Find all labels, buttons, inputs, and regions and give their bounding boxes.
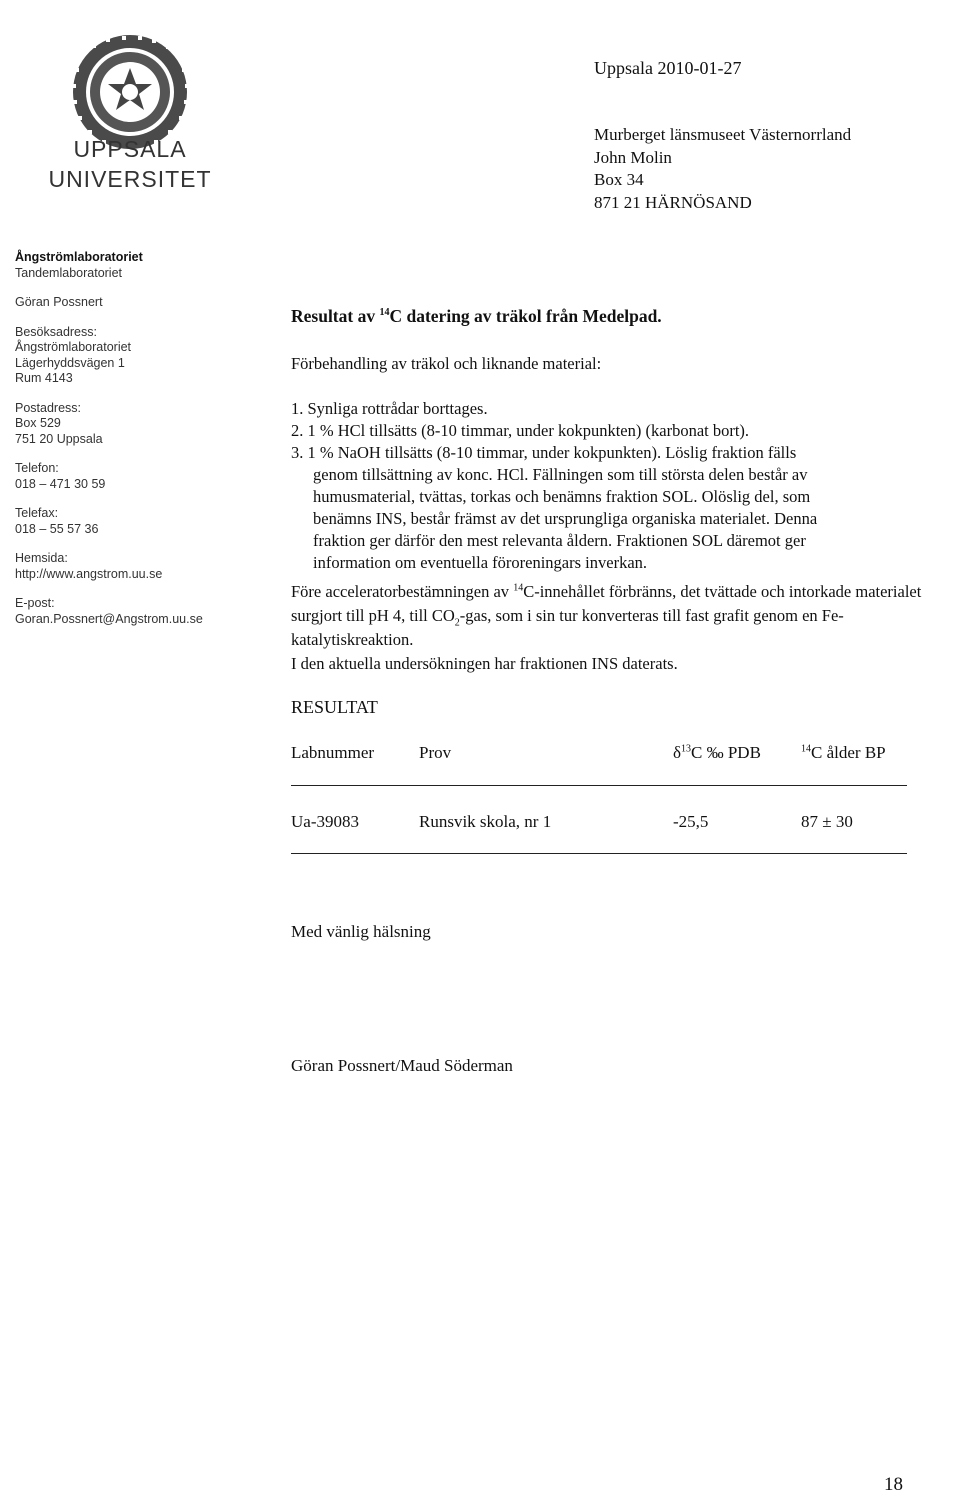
visit-line: Lägerhyddsvägen 1 — [15, 355, 125, 370]
visit-label: Besöksadress: — [15, 324, 97, 339]
col-header-prov: Prov — [419, 743, 452, 762]
title-part: Resultat av — [291, 306, 380, 326]
para-part: -gas, som i sin tur konverteras till fast grafit genom en Fe-katalytiskreaktion. — [291, 606, 844, 649]
web-label: Hemsida: — [15, 551, 68, 565]
age-unit: C ålder BP — [811, 743, 886, 762]
cell-prov: Runsvik skola, nr 1 — [419, 812, 552, 831]
cell-delta13c: -25,5 — [673, 812, 709, 831]
title-part: C datering av träkol från Medelpad. — [389, 306, 662, 326]
logo-wordmark-line1: UPPSALA — [73, 136, 187, 162]
letter-date: Uppsala 2010-01-27 — [594, 58, 742, 78]
page-title — [291, 306, 662, 327]
para-superscript: 14 — [513, 582, 524, 594]
step-1: 1. Synliga rottrådar borttages. — [291, 399, 488, 418]
recipient-line: 871 21 HÄRNÖSAND — [594, 192, 752, 212]
web-link[interactable]: http://www.angstrom.uu.se — [15, 566, 163, 581]
phone-label: Telefon: — [15, 461, 59, 475]
step-3-line: genom tillsättning av konc. HCl. Fällningen som till största delen består av — [313, 465, 808, 484]
logo-wordmark-line2: UNIVERSITET — [48, 166, 212, 192]
delta-unit: C ‰ PDB — [691, 743, 761, 762]
sublab-name: Tandemlaboratoriet — [15, 265, 123, 280]
recipient-address — [594, 124, 851, 214]
step-3-continuation — [313, 464, 933, 574]
col-header-labnummer: Labnummer — [291, 743, 375, 762]
phone-number: 018 – 471 30 59 — [15, 476, 106, 491]
step-3-line: information om eventuella föroreningars inverkan. — [313, 553, 648, 572]
step-3: 3. 1 % NaOH tillsätts (8-10 timmar, under kokpunkten). Löslig fraktion fälls — [291, 443, 797, 462]
post-label: Postadress: — [15, 400, 82, 415]
email-link[interactable]: Goran.Possnert@Angstrom.uu.se — [15, 611, 203, 626]
email-label: E-post: — [15, 596, 55, 610]
university-logo — [30, 32, 230, 232]
para-part: C-innehållet förbränns, det tvättade och intorkade materialet surgjort till pH 4, till CO — [291, 582, 922, 625]
recipient-line: Box 34 — [594, 170, 644, 189]
delta-symbol: δ — [673, 743, 682, 762]
table-rule-top — [291, 785, 907, 786]
signature: Göran Possnert/Maud Söderman — [291, 1056, 513, 1075]
step-3-line: benämns INS, består främst av det ursprungliga organiska materialet. Denna — [313, 509, 818, 528]
recipient-line: John Molin — [594, 147, 672, 167]
recipient-line: Murberget länsmuseet Västernorrland — [594, 125, 852, 144]
col-header-delta13c — [673, 743, 761, 763]
step-3-line: fraktion ger därför den mest relevanta åldern. Fraktionen SOL däremot ger — [313, 531, 806, 550]
para-subscript: 2 — [454, 617, 460, 629]
post-line: Box 529 — [15, 416, 61, 430]
university-seal-icon — [30, 32, 230, 152]
contact-person: Göran Possnert — [15, 295, 103, 309]
visit-line: Rum 4143 — [15, 371, 73, 385]
para-part: Före acceleratorbestämningen av — [291, 582, 514, 601]
step-3-line: humusmaterial, tvättas, torkas och benämns fraktion SOL. Olöslig del, som — [313, 487, 811, 506]
closing-greeting: Med vänlig hälsning — [291, 922, 431, 941]
para-last-line: I den aktuella undersökningen har fraktionen INS daterats. — [291, 654, 678, 673]
delta-superscript: 13 — [681, 743, 692, 755]
age-superscript: 14 — [801, 743, 811, 755]
visit-line: Ångströmlaboratoriet — [15, 340, 132, 354]
fax-label: Telefax: — [15, 506, 59, 520]
cell-c14-age: 87 ± 30 — [801, 812, 853, 831]
lab-name: Ångströmlaboratoriet — [15, 250, 143, 264]
post-line: 751 20 Uppsala — [15, 431, 103, 446]
fax-number: 018 – 55 57 36 — [15, 521, 99, 536]
section-subtitle: Förbehandling av träkol och liknande material: — [291, 354, 602, 373]
step-2: 2. 1 % HCl tillsätts (8-10 timmar, under kokpunkten) (karbonat bort). — [291, 421, 750, 440]
page-number: 18 — [884, 1474, 903, 1495]
col-header-c14-age — [801, 743, 886, 763]
results-heading: RESULTAT — [291, 697, 378, 717]
table-rule-bottom — [291, 853, 907, 854]
sidebar-contact — [15, 250, 255, 641]
title-superscript: 14 — [379, 307, 390, 319]
method-paragraph — [291, 580, 951, 676]
cell-labnummer: Ua-39083 — [291, 812, 359, 831]
